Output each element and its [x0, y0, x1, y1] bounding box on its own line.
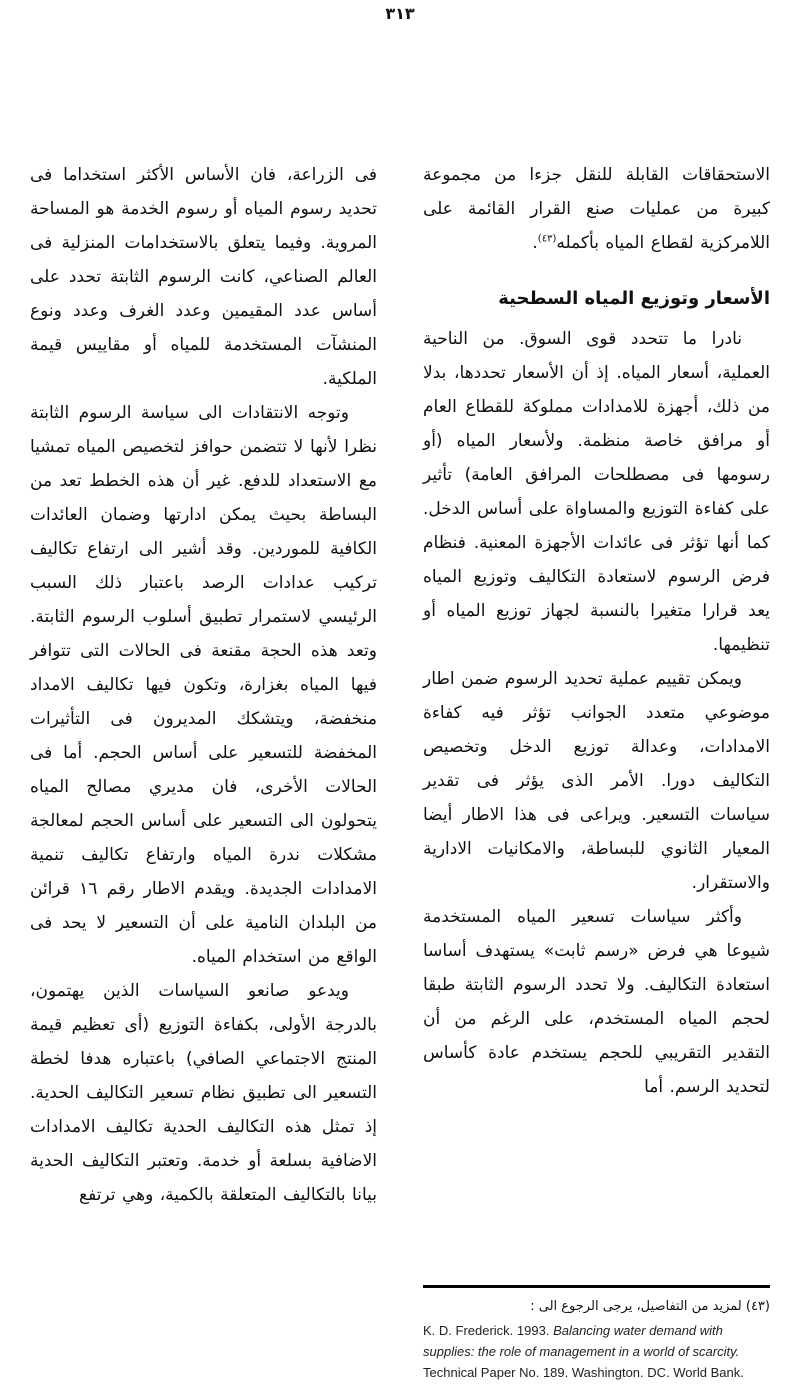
citation-author-year: K. D. Frederick. 1993.: [423, 1323, 554, 1338]
section-heading: الأسعار وتوزيع المياه السطحية: [498, 288, 770, 309]
footnote-arabic: (٤٣) لمزيد من التفاصيل، يرجى الرجوع الى :: [530, 1299, 770, 1314]
text-columns: [30, 158, 770, 1383]
citation-publisher: Technical Paper No. 189. Washington. DC. World Bank.: [423, 1365, 744, 1380]
paragraph-text: الاستحقاقات القابلة للنقل جزءا من مجموعة كبيرة من عمليات صنع القرار القائمة على اللامركزية لقطاع المياه بأكمله: [423, 165, 770, 253]
paragraph: وتوجه الانتقادات الى سياسة الرسوم الثابتة نظرا لأنها لا تتضمن حوافز لتخصيص المياه تمشيا مع الاستعداد للدفع. غير أن هذه الخطط تعد من البساطة بحيث يمكن ادارتها وضمان العائدات الكافية للموردين. وقد أشير الى ارتفاع تكاليف تركيب عدادات الرصد باعتبار ذلك السبب الرئيسي لاستمرار تطبيق أسلوب الرسوم الثابتة. وتعد هذه الحجة مقنعة فى الحالات التى تتوافر فيها المياه بغزارة، وتكون فيها تكاليف الامداد منخفضة، ويتشكك المديرون فى التأثيرات المخفضة للتسعير على أساس الحجم. أما فى الحالات الأخرى، فان مديري مصالح المياه يتحولون الى التسعير على أساس الحجم لمعالجة مشكلات ندرة المياه وارتفاع تكاليف تنمية الامدادات الجديدة. ويقدم الاطار رقم ١٦ قرائن من البلدان النامية على أن التسعير لا يحد فى الواقع من استخدام المياه.: [30, 403, 377, 967]
footnote-reference: (٤٣): [537, 233, 557, 245]
paragraph: نادرا ما تتحدد قوى السوق. من الناحية العملية، أسعار المياه. إذ أن الأسعار تحددها، بدلا من ذلك، أجهزة للامدادات مملوكة للقطاع العام أو مرافق خاصة منظمة. ولأسعار المياه (أو رسومها فى مصطلحات المرافق العامة) تأثير على كفاءة التوزيع والمساواة على أساس الدخل. كما أنها تؤثر فى عائدات الأجهزة المعنية. فنظام فرض الرسوم لاستعادة التكاليف وتوزيع المياه يعد قرارا متغيرا بالنسبة لجهاز توزيع المياه أو تنظيمها.: [423, 329, 770, 655]
right-column: [423, 158, 770, 1383]
paragraph: ويمكن تقييم عملية تحديد الرسوم ضمن اطار موضوعي متعدد الجوانب تؤثر فيه كفاءة الامدادات، وعدالة توزيع الدخل وتخصيص التكاليف دورا. الأمر الذى يؤثر فى تقدير سياسات التسعير. ويراعى فى هذا الاطار أيضا المعيار الثانوي للبساطة، والامكانيات الادارية والاستقرار.: [423, 669, 770, 893]
page-number: ٣١٣: [385, 4, 415, 23]
paragraph: وأكثر سياسات تسعير المياه المستخدمة شيوعا هي فرض «رسم ثابت» يستهدف أساسا استعادة التكاليف. ولا تحدد الرسوم الثابتة طبقا لحجم المياه المستخدم، على الرغم من أن التقدير التقريبي للحجم يستخدم عادة كأساس لتحديد الرسم. أما: [423, 907, 770, 1097]
paragraph-continuation: فى الزراعة، فان الأساس الأكثر استخداما فى تحديد رسوم المياه أو رسوم الخدمة هو المساحة المروية. وفيما يتعلق بالاستخدامات المنزلية فى العالم الصناعي، كانت الرسوم الثابتة تحدد على أساس عدد المقيمين وعدد الغرف وعدد ونوع المنشآت المستخدمة للمياه أو مقاييس قيمة الملكية.: [30, 165, 377, 389]
footnote-block: [423, 1275, 770, 1383]
paragraph-continuation: [423, 158, 770, 260]
citation-title: Balancing water demand with supplies: the role of management in a world of scarcity.: [423, 1323, 740, 1359]
paragraph-text: .: [532, 233, 538, 253]
paragraph: ويدعو صانعو السياسات الذين يهتمون، بالدرجة الأولى، بكفاءة التوزيع (أى تعظيم قيمة المنتج الاجتماعي الصافي) باعتباره هدفا لخطة التسعير الى تطبيق نظام تسعير التكاليف الحدية. إذ تمثل هذه التكاليف الحدية تكاليف الامدادات الاضافية بسلعة أو خدمة. وتعتبر التكاليف الحدية بيانا بالتكاليف المتعلقة بالكمية، وهي ترتفع: [30, 981, 377, 1205]
left-column: [30, 158, 377, 1383]
footnote-divider: [423, 1285, 770, 1288]
footnote-citation: [423, 1320, 770, 1383]
